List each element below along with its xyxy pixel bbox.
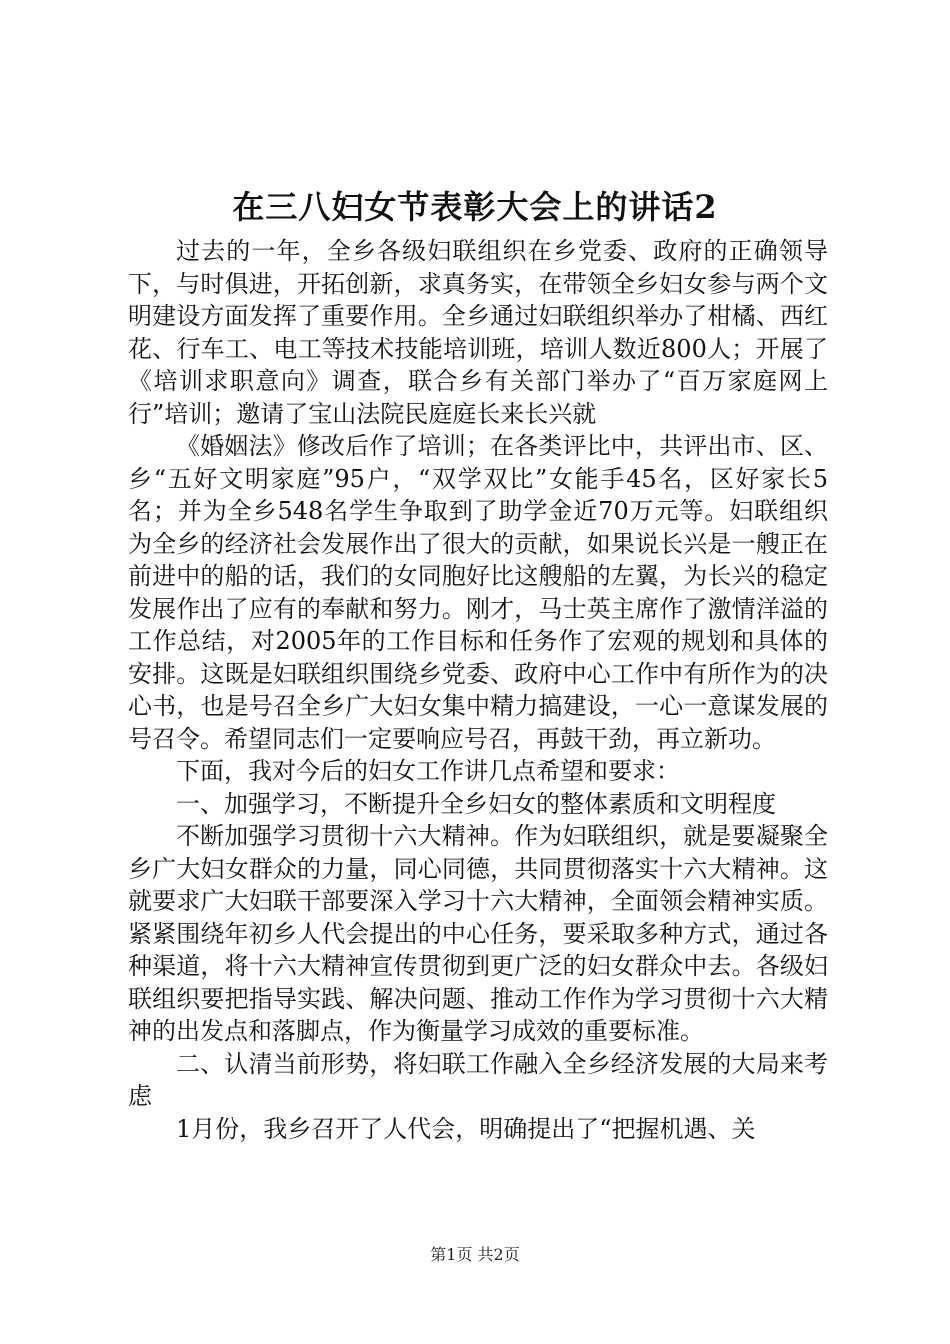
paragraph-3: 下面，我对今后的妇女工作讲几点希望和要求：: [176, 757, 680, 785]
document-title: 在三八妇女节表彰大会上的讲话2: [232, 188, 718, 226]
paragraph-1: 过去的一年，全乡各级妇联组织在乡党委、政府的正确领导下，与时俱进，开拓创新，求真务实，在带领全乡妇女参与两个文明建设方面发挥了重要作用。全乡通过妇联组织举办了柑橘、西红花、行车工、电工等技术技能培训班，培训人数近800人；开展了《培训求职意向》调查，联合乡有关部门举办了“百万家庭网上行”培训；邀请了宝山法院民庭庭长来长兴就: [128, 237, 828, 428]
page-indicator: 第1页 共2页: [430, 1245, 520, 1264]
section-heading-1: 一、加强学习，不断提升全乡妇女的整体素质和文明程度: [176, 789, 776, 818]
paragraph-2: 《婚姻法》修改后作了培训；在各类评比中，共评出市、区、乡“五好文明家庭”95户，“双学双比”女能手45名，区好家长5名；并为全乡548名学生争取到了助学金近70万元等。妇联组织为全乡的经济社会发展作出了很大的贡献，如果说长兴是一艘正在前进中的船的话，我们的女同胞好比这艘船的左翼，为长兴的稳定发展作出了应有的奉献和努力。刚才，马士英主席作了激情洋溢的工作总结，对2005年的工作目标和任务作了宏观的规划和具体的安排。这既是妇联组织围绕乡党委、政府中心工作中有所作为的决心书，也是号召全乡广大妇女集中精力搞建设，一心一意谋发展的号召令。希望同志们一定要响应号召，再鼓干劲，再立新功。: [128, 432, 828, 753]
section-heading-2: 二、认清当前形势，将妇联工作融入全乡经济发展的大局来考虑: [128, 1049, 828, 1110]
document-body: [128, 235, 828, 1145]
paragraph-5: 1月份，我乡召开了人代会，明确提出了“把握机遇、关: [176, 1114, 756, 1143]
paragraph-4: 不断加强学习贯彻十六大精神。作为妇联组织，就是要凝聚全乡广大妇女群众的力量，同心同德，共同贯彻落实十六大精神。这就要求广大妇联干部要深入学习十六大精神，全面领会精神实质。紧紧围绕年初乡人代会提出的中心任务，要采取多种方式，通过各种渠道，将十六大精神宣传贯彻到更广泛的妇女群众中去。各级妇联组织要把指导实践、解决问题、推动工作作为学习贯彻十六大精神的出发点和落脚点，作为衡量学习成效的重要标准。: [128, 822, 828, 1045]
